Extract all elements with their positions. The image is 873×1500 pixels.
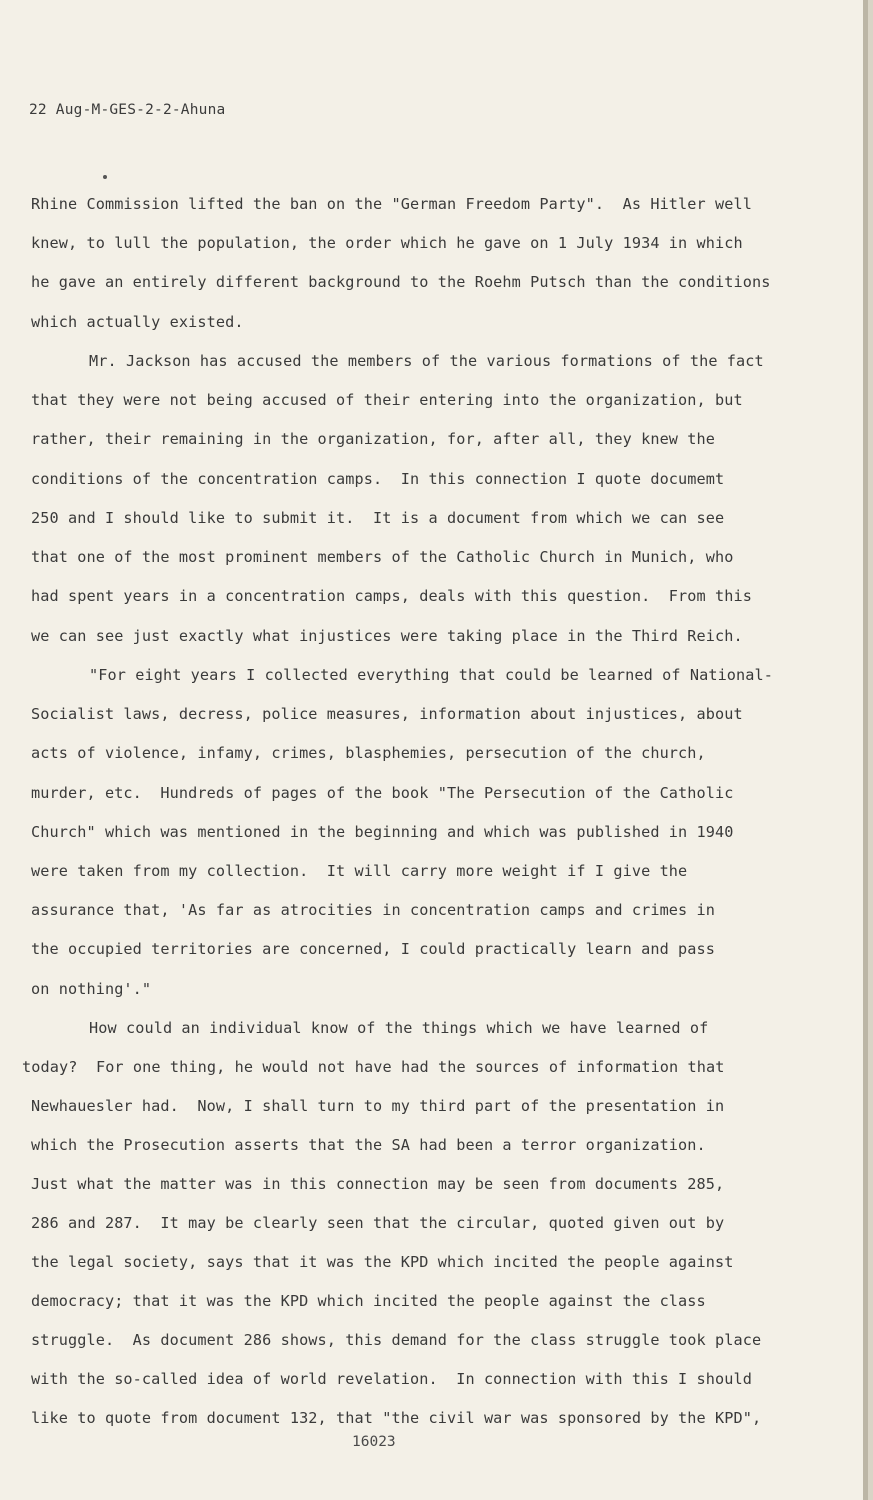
text-line: which the Prosecution asserts that the SA had been a terror organization.: [31, 1136, 706, 1154]
text-line: assurance that, 'As far as atrocities in concentration camps and crimes in: [31, 901, 716, 919]
text-line: How could an individual know of the things which we have learned of: [89, 1019, 709, 1037]
ink-mark: [103, 175, 107, 179]
text-line: Rhine Commission lifted the ban on the "German Freedom Party". As Hitler well: [31, 195, 753, 213]
text-line: "For eight years I collected everything that could be learned of National-: [89, 666, 774, 684]
text-line: Mr. Jackson has accused the members of the various formations of the fact: [89, 352, 764, 370]
text-line: knew, to lull the population, the order which he gave on 1 July 1934 in which: [31, 234, 743, 252]
text-line: murder, etc. Hundreds of pages of the book "The Persecution of the Catholic: [31, 784, 734, 802]
text-line: 250 and I should like to submit it. It is a document from which we can see: [31, 509, 725, 527]
text-line: we can see just exactly what injustices were taking place in the Third Reich.: [31, 627, 743, 645]
text-line: conditions of the concentration camps. In this connection I quote documemt: [31, 470, 725, 488]
text-line: on nothing'.": [31, 980, 152, 998]
text-line: that one of the most prominent members of the Catholic Church in Munich, who: [31, 548, 734, 566]
page-edge: [863, 0, 868, 1500]
text-line: which actually existed.: [31, 313, 244, 331]
text-line: Church" which was mentioned in the beginning and which was published in 1940: [31, 823, 734, 841]
text-line: Just what the matter was in this connection may be seen from documents 285,: [31, 1175, 725, 1193]
text-line: that they were not being accused of their entering into the organization, but: [31, 391, 743, 409]
text-line: had spent years in a concentration camps, deals with this question. From this: [31, 587, 753, 605]
text-line: 286 and 287. It may be clearly seen that the circular, quoted given out by: [31, 1214, 725, 1232]
text-line: the occupied territories are concerned, I could practically learn and pass: [31, 940, 716, 958]
page-number: 16023: [352, 1434, 396, 1450]
document-header: 22 Aug-M-GES-2-2-Ahuna: [29, 102, 226, 118]
text-line: rather, their remaining in the organization, for, after all, they knew the: [31, 430, 716, 448]
text-line: struggle. As document 286 shows, this demand for the class struggle took place: [31, 1331, 762, 1349]
text-line: democracy; that it was the KPD which incited the people against the class: [31, 1292, 706, 1310]
text-line: the legal society, says that it was the KPD which incited the people against: [31, 1253, 734, 1271]
text-line: he gave an entirely different background to the Roehm Putsch than the conditions: [31, 273, 771, 291]
text-line: today? For one thing, he would not have had the sources of information that: [22, 1058, 725, 1076]
text-line: like to quote from document 132, that "the civil war was sponsored by the KPD",: [31, 1409, 762, 1427]
text-line: acts of violence, infamy, crimes, blasphemies, persecution of the church,: [31, 744, 706, 762]
text-line: Newhauesler had. Now, I shall turn to my third part of the presentation in: [31, 1097, 725, 1115]
text-line: with the so-called idea of world revelation. In connection with this I should: [31, 1370, 753, 1388]
text-line: were taken from my collection. It will carry more weight if I give the: [31, 862, 688, 880]
text-line: Socialist laws, decress, police measures, information about injustices, about: [31, 705, 743, 723]
